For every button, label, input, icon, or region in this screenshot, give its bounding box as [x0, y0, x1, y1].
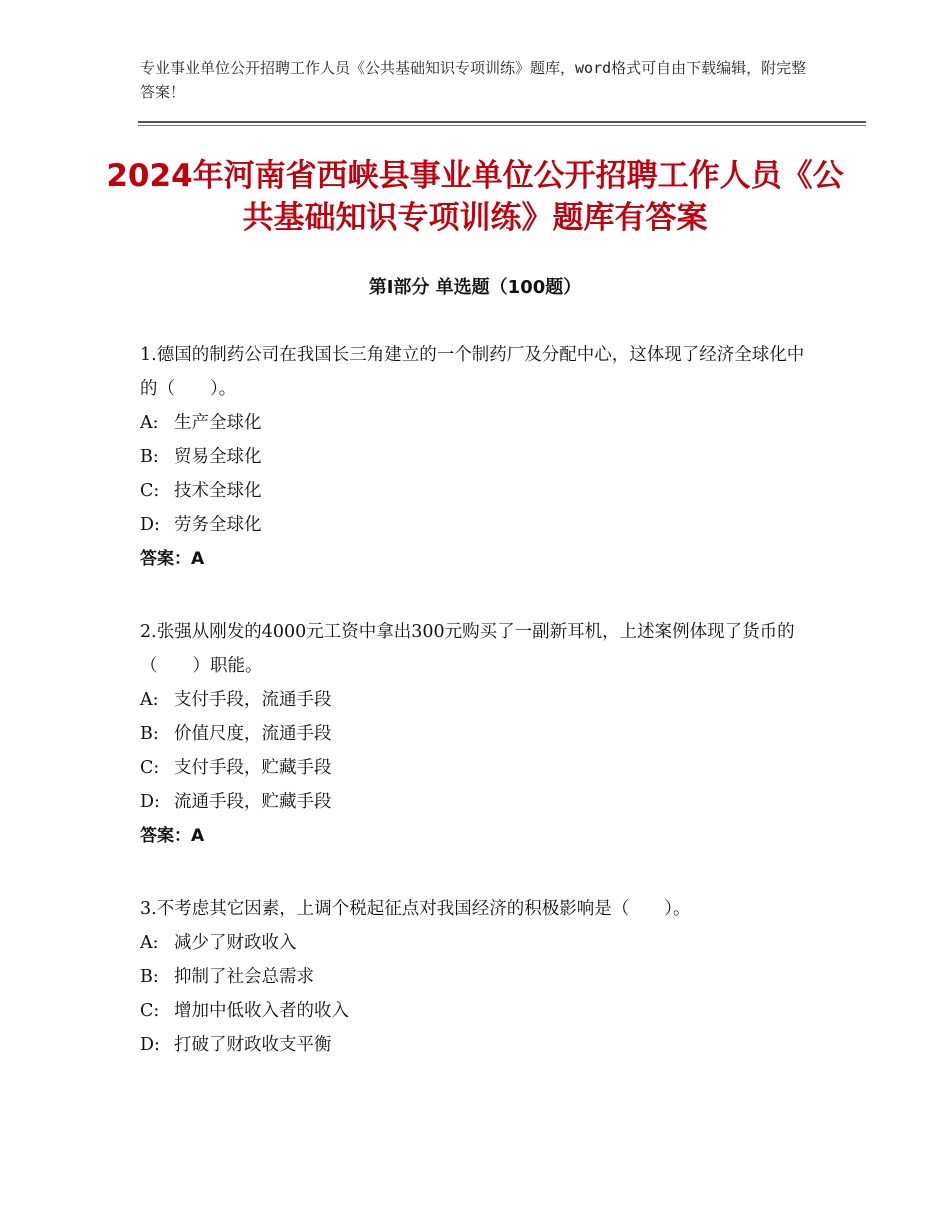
- option-b: [140, 440, 820, 474]
- option-d: [140, 785, 820, 819]
- question-list: [140, 338, 820, 1101]
- option-letter: C:: [140, 1001, 160, 1021]
- option-text: 流通手段，贮藏手段: [174, 792, 332, 812]
- option-b: [140, 717, 820, 751]
- option-a: [140, 926, 820, 960]
- option-text: 劳务全球化: [174, 515, 262, 535]
- option-a: [140, 406, 820, 440]
- option-text: 增加中低收入者的收入: [174, 1001, 349, 1021]
- option-text: 减少了财政收入: [174, 933, 297, 953]
- option-text: 打破了财政收支平衡: [174, 1035, 332, 1055]
- option-text: 技术全球化: [174, 481, 262, 501]
- question-1: [140, 338, 820, 576]
- option-c: [140, 751, 820, 785]
- option-letter: D:: [140, 1035, 160, 1055]
- option-d: [140, 1028, 820, 1062]
- option-text: 贸易全球化: [174, 447, 262, 467]
- option-letter: B:: [140, 447, 159, 467]
- option-text: 支付手段，贮藏手段: [174, 758, 332, 778]
- answer-label: 答案：A: [140, 549, 205, 569]
- option-letter: A:: [140, 690, 159, 710]
- section-heading: 第Ⅰ部分 单选题（100题）: [368, 277, 582, 298]
- option-text: 生产全球化: [174, 413, 262, 433]
- header-note: 专业事业单位公开招聘工作人员《公共基础知识专项训练》题库，word格式可自由下载编辑，附完整答案！: [140, 59, 807, 101]
- question-stem: 1.德国的制药公司在我国长三角建立的一个制药厂及分配中心，这体现了经济全球化中的（ ）。: [140, 345, 805, 399]
- option-d: [140, 508, 820, 542]
- header-rule-thin: [138, 125, 866, 126]
- option-letter: D:: [140, 792, 160, 812]
- option-letter: A:: [140, 413, 159, 433]
- header-rule-thick: [138, 121, 866, 123]
- option-a: [140, 683, 820, 717]
- question-2: [140, 615, 820, 853]
- question-stem: 3.不考虑其它因素，上调个税起征点对我国经济的积极影响是（ ）。: [140, 899, 691, 919]
- option-letter: C:: [140, 481, 160, 501]
- answer-label: 答案：A: [140, 826, 205, 846]
- option-letter: C:: [140, 758, 160, 778]
- option-c: [140, 994, 820, 1028]
- question-3: [140, 892, 820, 1062]
- document-title: 2024年河南省西峡县事业单位公开招聘工作人员《公共基础知识专项训练》题库有答案: [106, 158, 844, 236]
- option-b: [140, 960, 820, 994]
- option-text: 抑制了社会总需求: [174, 967, 314, 987]
- option-letter: B:: [140, 724, 159, 744]
- question-stem: 2.张强从刚发的4000元工资中拿出300元购买了一副新耳机，上述案例体现了货币的（ ）职能。: [140, 622, 795, 676]
- option-text: 价值尺度，流通手段: [174, 724, 332, 744]
- option-letter: D:: [140, 515, 160, 535]
- option-letter: A:: [140, 933, 159, 953]
- option-text: 支付手段，流通手段: [174, 690, 332, 710]
- option-c: [140, 474, 820, 508]
- option-letter: B:: [140, 967, 159, 987]
